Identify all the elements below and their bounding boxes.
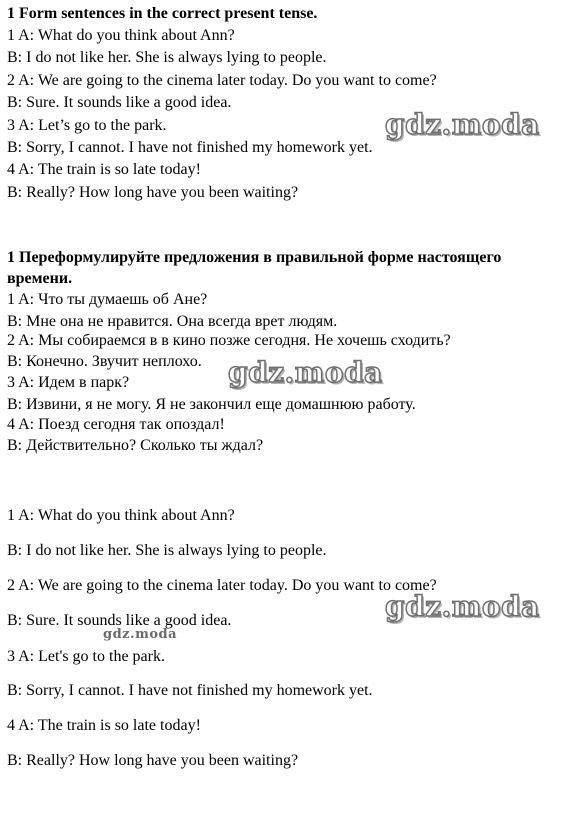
section1-line-8: B: Really? How long have you been waiting? [7,184,299,201]
section1-line-5: 3 A: Let’s go to the park. [7,117,167,134]
section3-line-1: 1 A: What do you think about Ann? [7,507,235,524]
section3-line-5: 3 A: Let's go to the park. [7,648,165,665]
section3-line-7: 4 A: The train is so late today! [7,717,201,734]
section3-line-4: B: Sure. It sounds like a good idea. [7,612,232,629]
section2-title-line-2: времени. [7,270,73,287]
section1-line-2: B: I do not like her. She is always lying to people. [7,49,327,66]
section1-line-1: 1 A: What do you think about Ann? [7,27,235,44]
section1-line-7: 4 A: The train is so late today! [7,161,201,178]
watermark-logo-2: gdz.moda [228,356,383,389]
section2-line-4: B: Конечно. Звучит неплохо. [7,353,202,370]
section2-line-8: B: Действительно? Сколько ты ждал? [7,437,264,454]
section2-title-line-1: 1 Переформулируйте предложения в правильной форме настоящего [7,249,502,266]
section2-line-2: B: Мне она не нравится. Она всегда врет людям. [7,313,338,330]
section1-title: 1 Form sentences in the correct present tense. [7,5,318,22]
section2-line-7: 4 A: Поезд сегодня так опоздал! [7,416,225,433]
section2-line-5: 3 A: Идем в парк? [7,374,130,391]
section2-line-6: B: Извини, я не могу. Я не закончил еще домашнюю работу. [7,396,416,413]
section1-line-4: B: Sure. It sounds like a good idea. [7,94,232,111]
watermark-logo-small: gdz.moda [103,627,178,642]
watermark-logo-1: gdz.moda [385,108,540,141]
section2-line-1: 1 A: Что ты думаешь об Ане? [7,291,208,308]
section3-line-2: B: I do not like her. She is always lying to people. [7,542,327,559]
watermark-logo-3: gdz.moda [385,590,540,623]
section3-line-3: 2 A: We are going to the cinema later today. Do you want to come? [7,577,437,594]
section3-line-8: B: Really? How long have you been waiting? [7,752,299,769]
section1-line-3: 2 A: We are going to the cinema later today. Do you want to come? [7,72,437,89]
section3-line-6: B: Sorry, I cannot. I have not finished my homework yet. [7,682,373,699]
section2-line-3: 2 A: Мы собираемся в в кино позже сегодня. Не хочешь сходить? [7,332,451,349]
section1-line-6: B: Sorry, I cannot. I have not finished my homework yet. [7,139,373,156]
